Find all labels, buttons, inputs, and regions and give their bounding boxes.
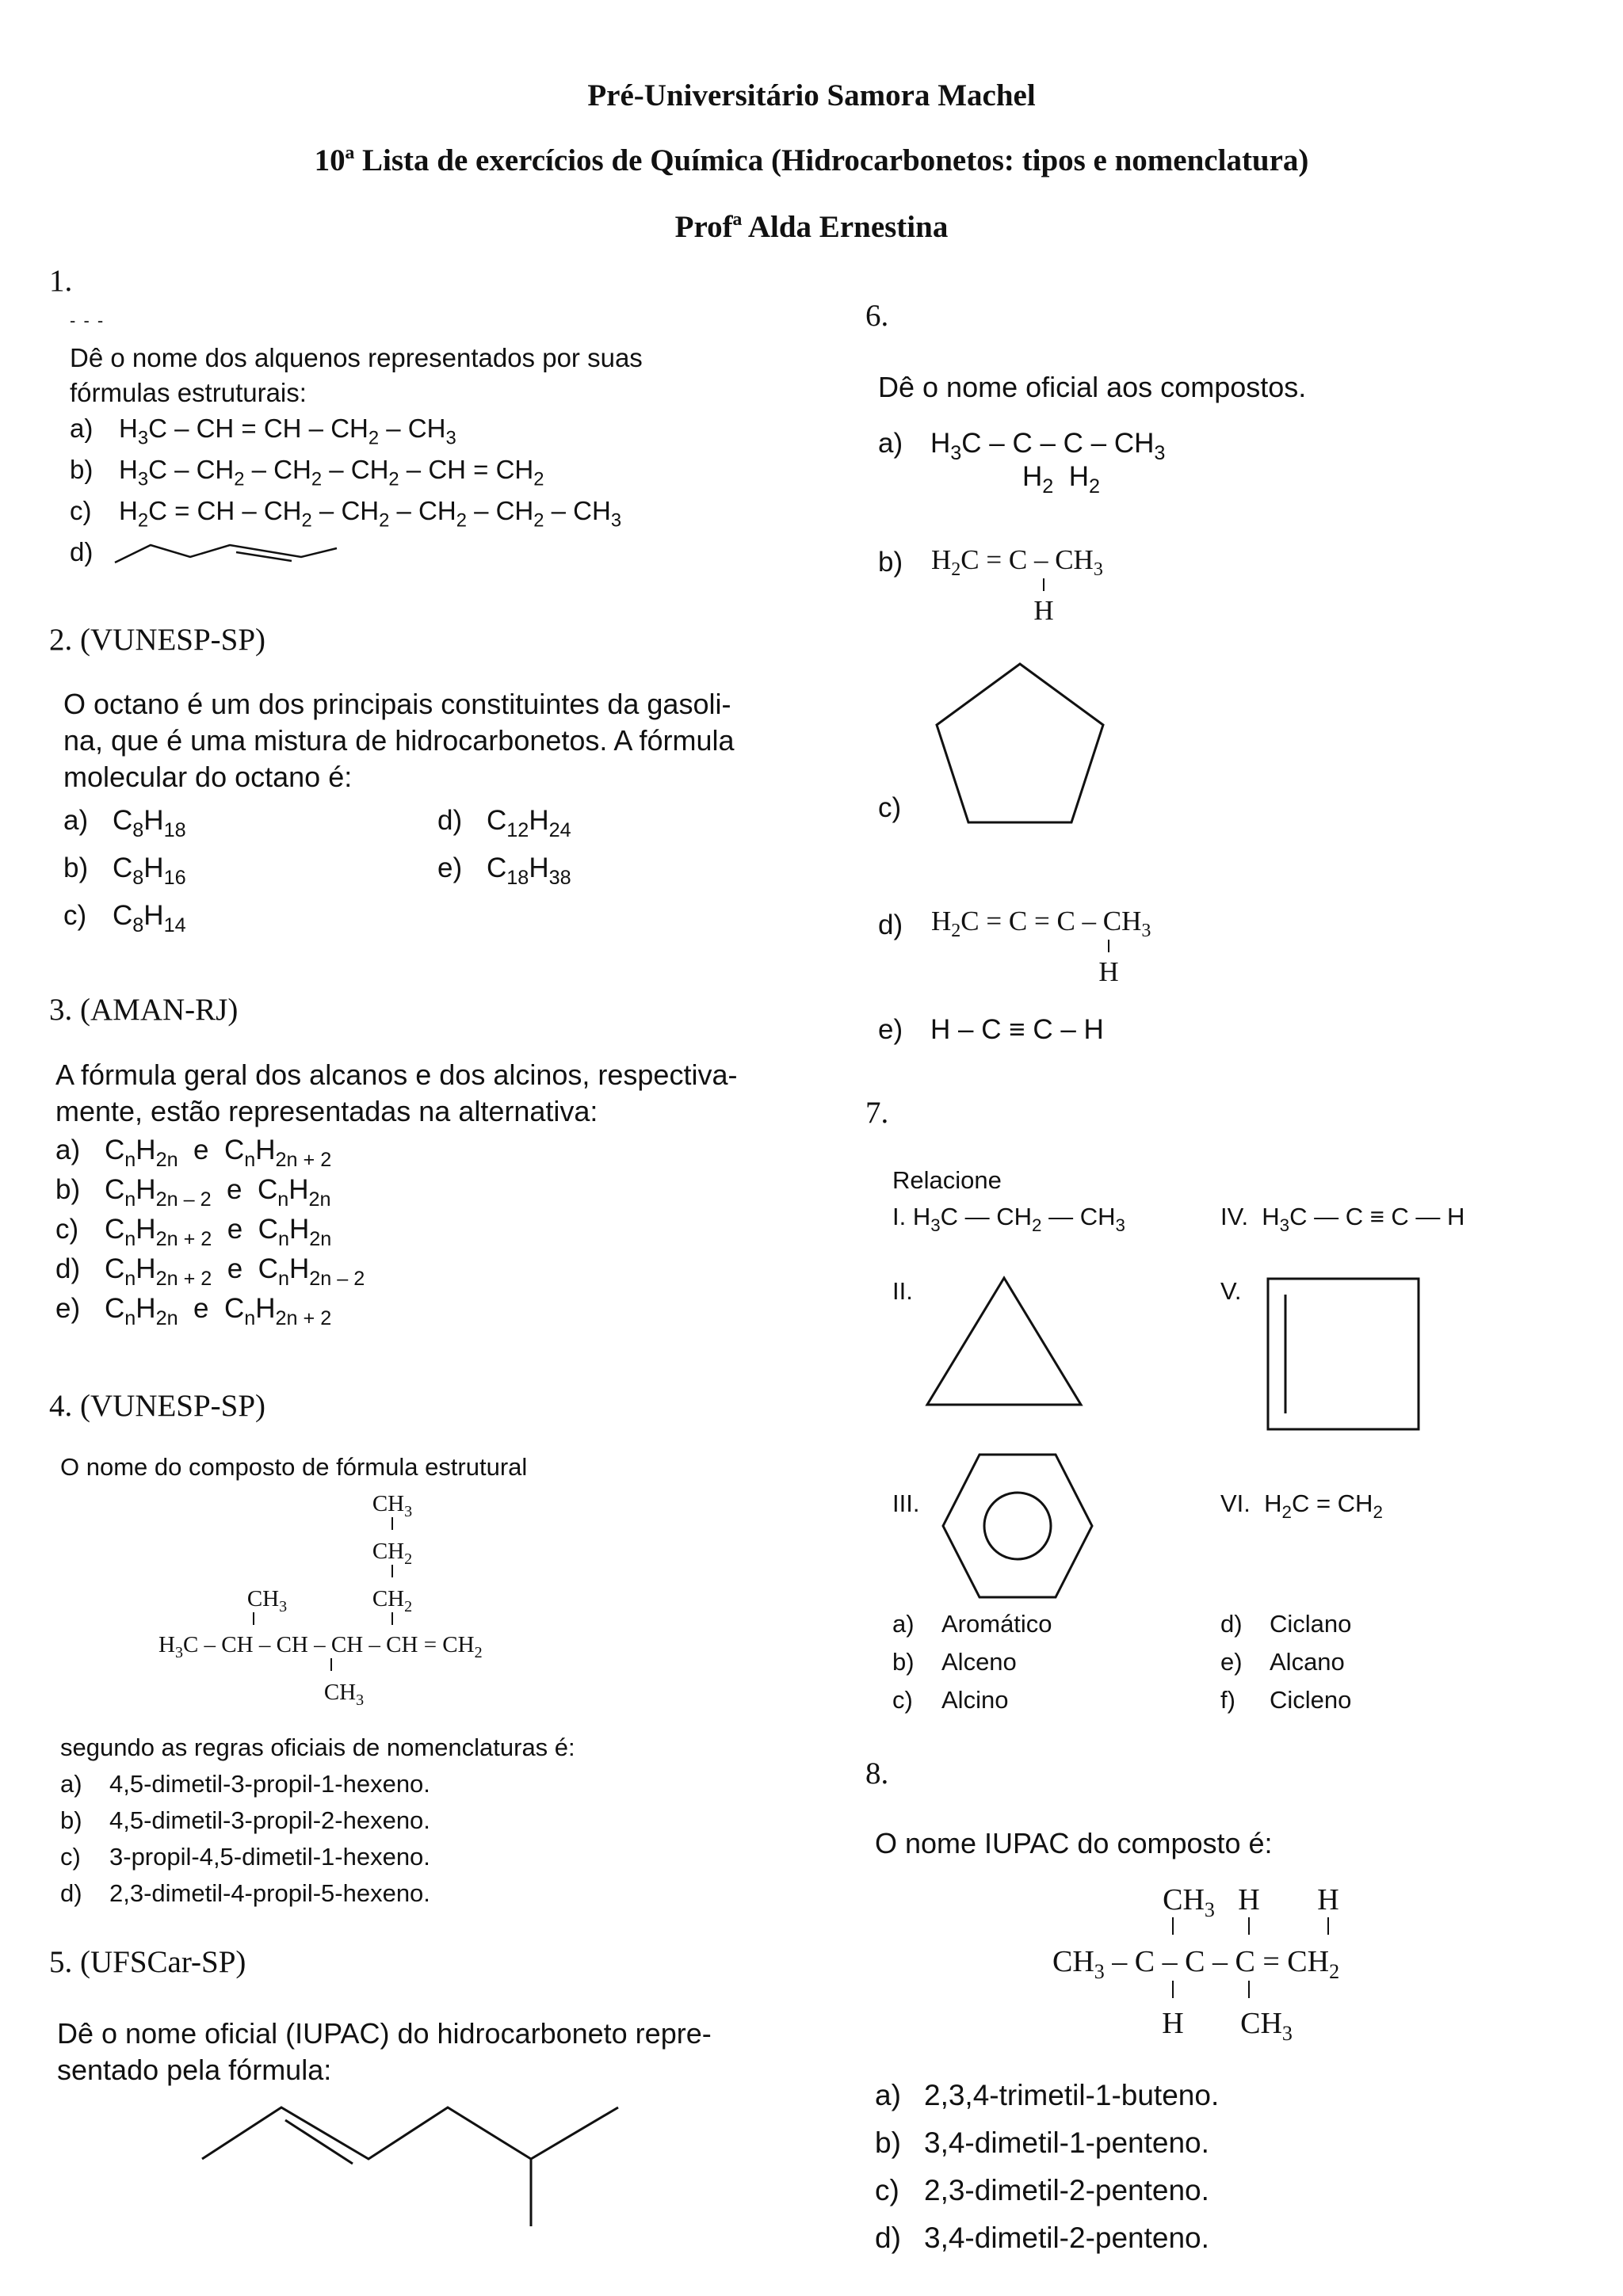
q1-prompt xyxy=(70,341,643,410)
q4-number: 4. (VUNESP-SP) xyxy=(49,1389,266,1423)
q5-prompt-line2: sentado pela fórmula: xyxy=(57,2054,332,2086)
option-label: a) xyxy=(55,1135,81,1165)
option-label: f) xyxy=(1220,1686,1235,1714)
option-text: 3,4-dimetil-2-penteno. xyxy=(924,2222,1209,2254)
option-label: d) xyxy=(1220,1610,1243,1638)
q6-label-c: c) xyxy=(878,792,902,823)
q1-marks: - - - xyxy=(70,311,105,330)
option-label: d) xyxy=(55,1253,81,1284)
q6-label-b: b) xyxy=(878,547,903,578)
option-label: e) xyxy=(437,852,463,883)
q1-item-b xyxy=(70,455,544,490)
q3-option-c xyxy=(55,1214,332,1250)
school-name: Pré-Universitário Samora Machel xyxy=(587,78,1036,113)
option-label: b) xyxy=(63,852,89,883)
option-label: a) xyxy=(70,414,94,443)
option-text: Aromático xyxy=(941,1610,1052,1638)
formula: $H_2C$ = CH – $CH_2 - CH_2 - CH_2 - CH_2 - CH_3$ xyxy=(119,496,622,532)
chain-bonds xyxy=(115,545,337,563)
q4-option-a xyxy=(60,1770,430,1798)
q7-item-v: V. xyxy=(1220,1277,1242,1305)
triangle-ring xyxy=(927,1278,1081,1405)
formula: $C_8H_{16}$ xyxy=(113,852,186,889)
q6-label-d: d) xyxy=(878,910,903,940)
q5-number: 5. (UFSCar-SP) xyxy=(49,1945,246,1979)
formula: $C_nH_{2n + 2}$ e $C_nH_{2n - 2}$ xyxy=(105,1253,365,1290)
q8-number: 8. xyxy=(865,1756,889,1791)
main-chain: $H_3C$ – CH – CH – CH – CH = $CH_2$ xyxy=(158,1632,483,1661)
q2-prompt xyxy=(63,686,735,795)
option-label: d) xyxy=(437,805,463,836)
q3-option-a xyxy=(55,1135,332,1171)
q1-item-a xyxy=(70,414,456,449)
q7-item-vi: VI. $H_2C = CH_2$ xyxy=(1220,1489,1383,1522)
q8-prompt: O nome IUPAC do composto é: xyxy=(875,1827,1273,1859)
q7-number: 7. xyxy=(865,1096,889,1130)
teacher-name: Profª Alda Ernestina xyxy=(674,210,949,244)
q7-item-i: I. $H_3C$ — $CH_2$ — $CH_3$ xyxy=(892,1203,1125,1235)
list-title: 10ª Lista de exercícios de Química (Hidrocarbonetos: tipos e nomenclatura) xyxy=(314,143,1309,177)
q3-prompt-line1: A fórmula geral dos alcanos e dos alcinos, respectiva- xyxy=(55,1058,738,1091)
q7-option-c xyxy=(892,1686,1008,1714)
q7-option-e xyxy=(1220,1648,1345,1676)
atom-ch2-lower: $CH_2$ xyxy=(372,1586,413,1615)
option-label: c) xyxy=(892,1686,913,1714)
atom-h-top2: H xyxy=(1317,1883,1339,1917)
q3-number: 3. (AMAN-RJ) xyxy=(49,993,239,1027)
option-label: b) xyxy=(55,1174,81,1205)
q3-option-b xyxy=(55,1174,331,1211)
option-label: b) xyxy=(60,1806,82,1834)
option-label: c) xyxy=(63,900,87,931)
q6-a-formula-h2: $H_2$ $H_2$ xyxy=(1022,461,1101,498)
q5-prompt xyxy=(57,2016,712,2088)
q7-option-a xyxy=(892,1610,1052,1638)
q3-option-e xyxy=(55,1293,332,1329)
q8-option-c xyxy=(875,2174,1209,2207)
q4-option-c xyxy=(60,1843,430,1871)
atom-ch3-branch: $CH_3$ xyxy=(246,1586,288,1615)
chain-bonds xyxy=(202,2107,618,2159)
aromatic-circle xyxy=(984,1493,1051,1559)
q8-option-b xyxy=(875,2126,1209,2160)
double-bond-line xyxy=(285,2120,353,2164)
formula-text: $H_2C = C - CH_3$ xyxy=(931,544,1103,580)
option-label: b) xyxy=(875,2126,901,2159)
q6-c-cyclopentane xyxy=(929,658,1111,832)
atom-h: H xyxy=(1033,595,1054,626)
q7-item-iii: III. xyxy=(892,1489,920,1517)
atom-ch2-upper: $CH_2$ xyxy=(372,1539,413,1568)
q6-b-structure xyxy=(927,540,1181,635)
option-label: b) xyxy=(892,1648,915,1676)
q6-d-structure xyxy=(927,902,1260,997)
option-text: Alceno xyxy=(941,1648,1017,1676)
q3-prompt-line2: mente, estão representadas na alternativa: xyxy=(55,1095,598,1127)
q1-item-c xyxy=(70,496,622,532)
option-label: a) xyxy=(875,2079,901,2111)
atom-h-top1: H xyxy=(1238,1883,1260,1917)
formula: $C_nH_{2n - 2}$ e $C_nH_{2n}$ xyxy=(105,1174,331,1211)
q3-option-d xyxy=(55,1253,365,1290)
hexagon-ring xyxy=(943,1455,1092,1597)
option-text: 3-propil-4,5-dimetil-1-hexeno. xyxy=(109,1843,430,1871)
option-text: 2,3-dimetil-4-propil-5-hexeno. xyxy=(109,1879,430,1907)
atom-ch3-top: $CH_3$ xyxy=(1163,1883,1215,1921)
formula: $C_nH_{2n}$ e $C_nH_{2n + 2}$ xyxy=(105,1135,332,1171)
q8-option-d xyxy=(875,2222,1209,2255)
option-label: e) xyxy=(1220,1648,1243,1676)
option-label: a) xyxy=(892,1610,915,1638)
formula: $C_{12}H_{24}$ xyxy=(487,805,571,841)
q2-number: 2. (VUNESP-SP) xyxy=(49,623,266,657)
q8-structural-formula xyxy=(1046,1876,1490,2058)
q6-a-formula: $H_3C$ – C – C – $CH_3$ xyxy=(930,428,1166,464)
option-label: a) xyxy=(63,805,89,836)
formula: $C_nH_{2n + 2}$ e $C_nH_{2n}$ xyxy=(105,1214,332,1250)
q4-prompt-2: segundo as regras oficiais de nomenclaturas é: xyxy=(60,1733,575,1761)
q6-prompt: Dê o nome oficial aos compostos. xyxy=(878,371,1307,403)
option-text: 2,3-dimetil-2-penteno. xyxy=(924,2174,1209,2206)
q6-label-a: a) xyxy=(878,428,903,459)
q2-option-c xyxy=(63,900,186,936)
q7-item-iv: IV. $H_3C$ — C ≡ C — H xyxy=(1220,1203,1465,1235)
pentagon-ring xyxy=(937,664,1103,822)
q7-v-cyclobutene xyxy=(1266,1277,1422,1432)
q7-iii-benzene xyxy=(940,1448,1095,1607)
q2-option-d xyxy=(437,805,571,841)
formula: $H_3C - CH_2 - CH_2 - CH_2$ – CH = $CH_2$ xyxy=(119,455,544,490)
atom-ch3-bottom: $CH_3$ xyxy=(1240,2007,1293,2045)
atom-h-bottom: H xyxy=(1162,2007,1184,2040)
formula: $H_3C$ – CH = CH – $CH_2 - CH_3$ xyxy=(119,414,456,449)
q1-d-skeletal-formula xyxy=(111,531,349,570)
option-label: c) xyxy=(70,496,92,525)
q7-option-b xyxy=(892,1648,1017,1676)
q7-item-ii: II. xyxy=(892,1277,913,1305)
formula-text: $H_2C = C = C - CH_3$ xyxy=(931,906,1151,941)
option-text: 4,5-dimetil-3-propil-2-hexeno. xyxy=(109,1806,430,1834)
q7-option-f xyxy=(1220,1686,1351,1714)
q2-option-b xyxy=(63,852,186,889)
q2-prompt-line1: O octano é um dos principais constituintes da gasoli- xyxy=(63,688,731,720)
option-label: a) xyxy=(60,1770,82,1798)
option-label: d) xyxy=(70,537,94,566)
formula: $C_8H_{18}$ xyxy=(113,805,186,841)
q1-prompt-line1: Dê o nome dos alquenos representados por suas xyxy=(70,343,643,372)
option-label: c) xyxy=(60,1843,81,1871)
option-label: d) xyxy=(875,2222,901,2254)
main-chain: $CH_3 - C - C - C = CH_2$ xyxy=(1052,1945,1340,1983)
formula: $C_nH_{2n}$ e $C_nH_{2n + 2}$ xyxy=(105,1293,332,1329)
q1-number: 1. xyxy=(49,264,73,298)
formula: $C_8H_{14}$ xyxy=(113,900,186,936)
q4-prompt: O nome do composto de fórmula estrutural xyxy=(60,1453,528,1481)
q4-structural-formula xyxy=(151,1486,610,1723)
q6-label-e: e) xyxy=(878,1014,903,1045)
q7-option-d xyxy=(1220,1610,1351,1638)
q4-option-d xyxy=(60,1879,430,1908)
q2-option-a xyxy=(63,805,186,841)
q4-option-b xyxy=(60,1806,430,1835)
q6-number: 6. xyxy=(865,299,889,333)
q2-prompt-line3: molecular do octano é: xyxy=(63,761,353,793)
q5-prompt-line1: Dê o nome oficial (IUPAC) do hidrocarboneto repre- xyxy=(57,2017,712,2050)
q8-option-a xyxy=(875,2079,1219,2112)
option-label: c) xyxy=(875,2174,899,2206)
option-text: Ciclano xyxy=(1270,1610,1352,1638)
q5-skeletal-formula xyxy=(190,2092,634,2234)
option-text: 4,5-dimetil-3-propil-1-hexeno. xyxy=(109,1770,430,1798)
q6-e-formula: H – C ≡ C – H xyxy=(930,1014,1104,1045)
q7-prompt: Relacione xyxy=(892,1166,1002,1194)
option-label: e) xyxy=(55,1293,81,1324)
q1-prompt-line2: fórmulas estruturais: xyxy=(70,378,307,407)
atom-ch3-bottom: $CH_3$ xyxy=(323,1680,365,1709)
option-text: Alcino xyxy=(941,1686,1009,1714)
option-text: Cicleno xyxy=(1270,1686,1352,1714)
option-text: 2,3,4-trimetil-1-buteno. xyxy=(924,2079,1220,2111)
atom-ch3-top: $CH_3$ xyxy=(372,1491,413,1520)
q2-option-e xyxy=(437,852,571,889)
option-label: c) xyxy=(55,1214,79,1245)
formula: $C_{18}H_{38}$ xyxy=(487,852,571,889)
square-ring xyxy=(1268,1279,1419,1429)
q2-prompt-line2: na, que é uma mistura de hidrocarbonetos. A fórmula xyxy=(63,724,735,757)
q7-ii-cyclopropane xyxy=(921,1274,1087,1409)
option-label: d) xyxy=(60,1879,82,1907)
option-text: 3,4-dimetil-1-penteno. xyxy=(924,2126,1209,2159)
q3-prompt xyxy=(55,1057,737,1130)
atom-h: H xyxy=(1098,956,1119,987)
option-text: Alcano xyxy=(1270,1648,1345,1676)
option-label: b) xyxy=(70,455,94,484)
